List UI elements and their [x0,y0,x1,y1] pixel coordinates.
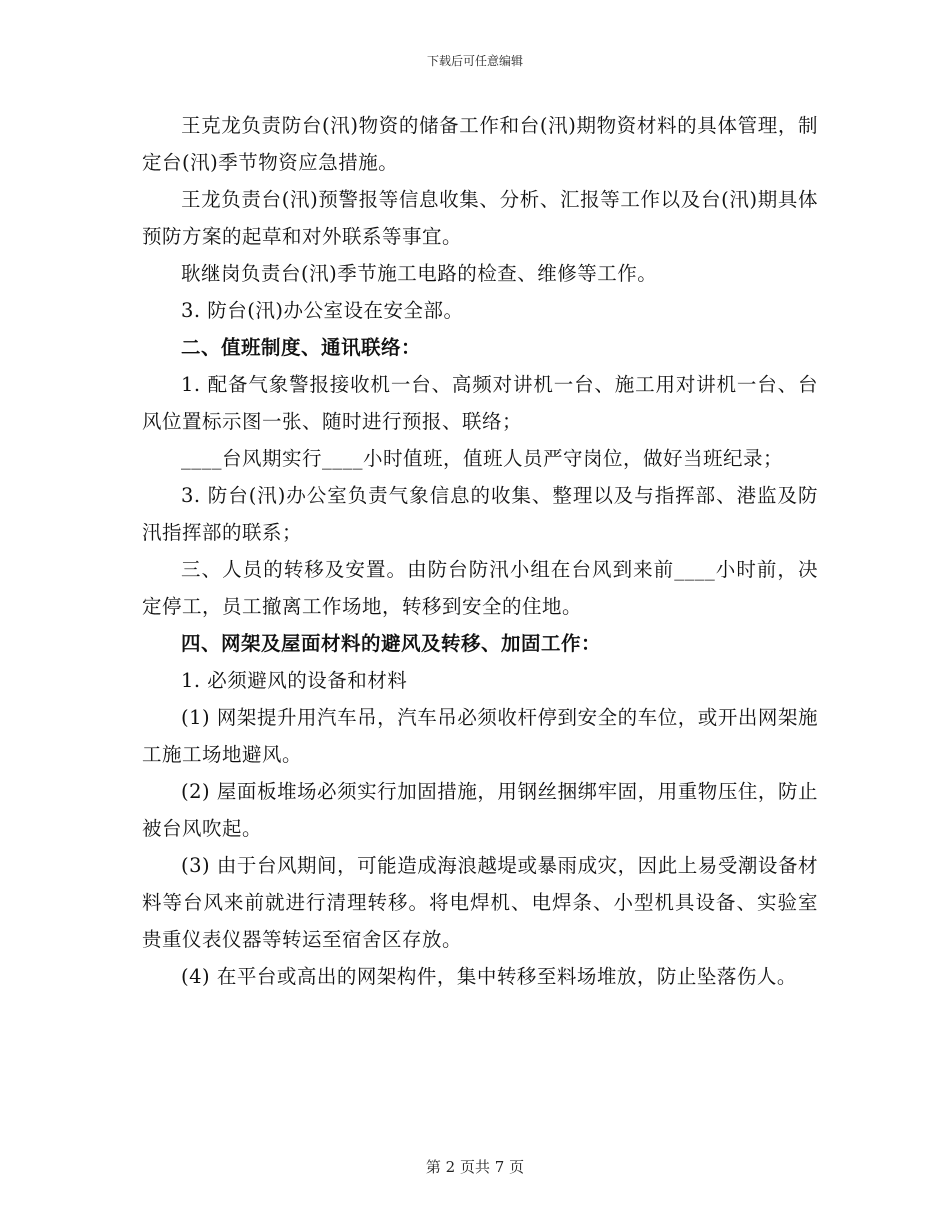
paragraph: 1. 必须避风的设备和材料 [181,669,408,692]
paragraph: (2) 屋面板堆场必须实行加固措施，用钢丝捆绑牢固，用重物压住，防止被台风吹起。 [142,780,818,840]
page-footer: 第 2 页共 7 页 [425,1158,525,1176]
section-heading: 二、值班制度、通讯联络： [181,336,422,359]
paragraph: 耿继岗负责台(汛)季节施工电路的检查、维修等工作。 [181,262,658,285]
paragraph: 王克龙负责防台(汛)物资的储备工作和台(汛)期物资材料的具体管理，制定台(汛)季节物资应急措施。 [142,114,818,174]
section-heading: 四、网架及屋面材料的避风及转移、加固工作： [181,632,602,655]
paragraph: 3. 防台(汛)办公室负责气象信息的收集、整理以及与指挥部、港监及防汛指挥部的联系； [142,484,818,544]
paragraph: 3. 防台(汛)办公室设在安全部。 [181,299,464,322]
paragraph: 三、人员的转移及安置。由防台防汛小组在台风到来前____小时前，决定停工，员工撤离工作场地，转移到安全的住地。 [142,558,818,618]
document-body [142,107,818,995]
paragraph: (3) 由于台风期间，可能造成海浪越堤或暴雨成灾，因此上易受潮设备材料等台风来前就进行清理转移。将电焊机、电焊条、小型机具设备、实验室贵重仪表仪器等转运至宿舍区存放。 [142,854,818,951]
paragraph: 1. 配备气象警报接收机一台、高频对讲机一台、施工用对讲机一台、台风位置标示图一张、随时进行预报、联络； [142,373,818,433]
paragraph: 王龙负责台(汛)预警报等信息收集、分析、汇报等工作以及台(汛)期具体预防方案的起草和对外联系等事宜。 [142,188,818,248]
paragraph: (1) 网架提升用汽车吊，汽车吊必须收杆停到安全的车位，或开出网架施工施工场地避风。 [142,706,818,766]
page-header: 下载后可任意编辑 [426,54,523,68]
paragraph: ____台风期实行____小时值班，值班人员严守岗位，做好当班纪录； [181,447,784,470]
paragraph: (4) 在平台或高出的网架构件，集中转移至料场堆放，防止坠落伤人。 [181,965,797,988]
